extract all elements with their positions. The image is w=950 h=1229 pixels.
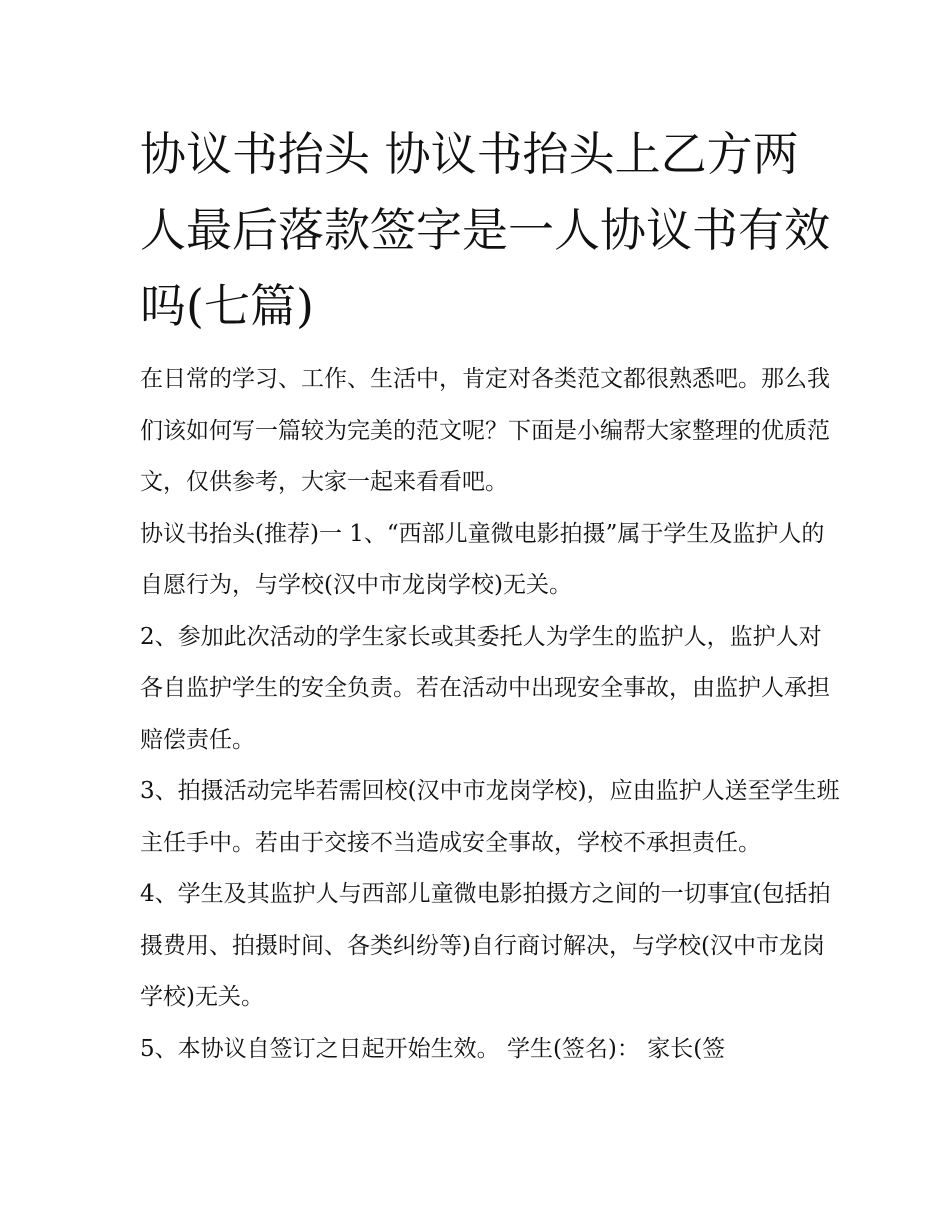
paragraph-item-2: 2、参加此次活动的学生家长或其委托人为学生的监护人，监护人对各自监护学生的安全负责。若在活动中出现安全事故，由监护人承担赔偿责任。: [140, 623, 830, 753]
document-title: 协议书抬头 协议书抬头上乙方两人最后落款签字是一人协议书有效吗(七篇): [140, 127, 830, 333]
paragraph-intro: 在日常的学习、工作、生活中，肯定对各类范文都很熟悉吧。那么我们该如何写一篇较为完美的范文呢？下面是小编帮大家整理的优质范文，仅供参考，大家一起来看看吧。: [140, 366, 830, 495]
paragraph-item-1: 协议书抬头(推荐)一 1、“西部儿童微电影拍摄”属于学生及监护人的自愿行为，与学校(汉中市龙岗学校)无关。: [140, 520, 825, 598]
document-body: [140, 354, 840, 1075]
paragraph-item-5: 5、本协议自签订之日起开始生效。 学生(签名)： 家长(签: [140, 1035, 726, 1062]
paragraph-item-4: 4、学生及其监护人与西部儿童微电影拍摄方之间的一切事宜(包括拍摄费用、拍摄时间、各类纠纷等)自行商讨解决，与学校(汉中市龙岗学校)无关。: [140, 881, 831, 1010]
paragraph-item-3: 3、拍摄活动完毕若需回校(汉中市龙岗学校)，应由监护人送至学生班主任手中。若由于交接不当造成安全事故，学校不承担责任。: [140, 778, 840, 856]
